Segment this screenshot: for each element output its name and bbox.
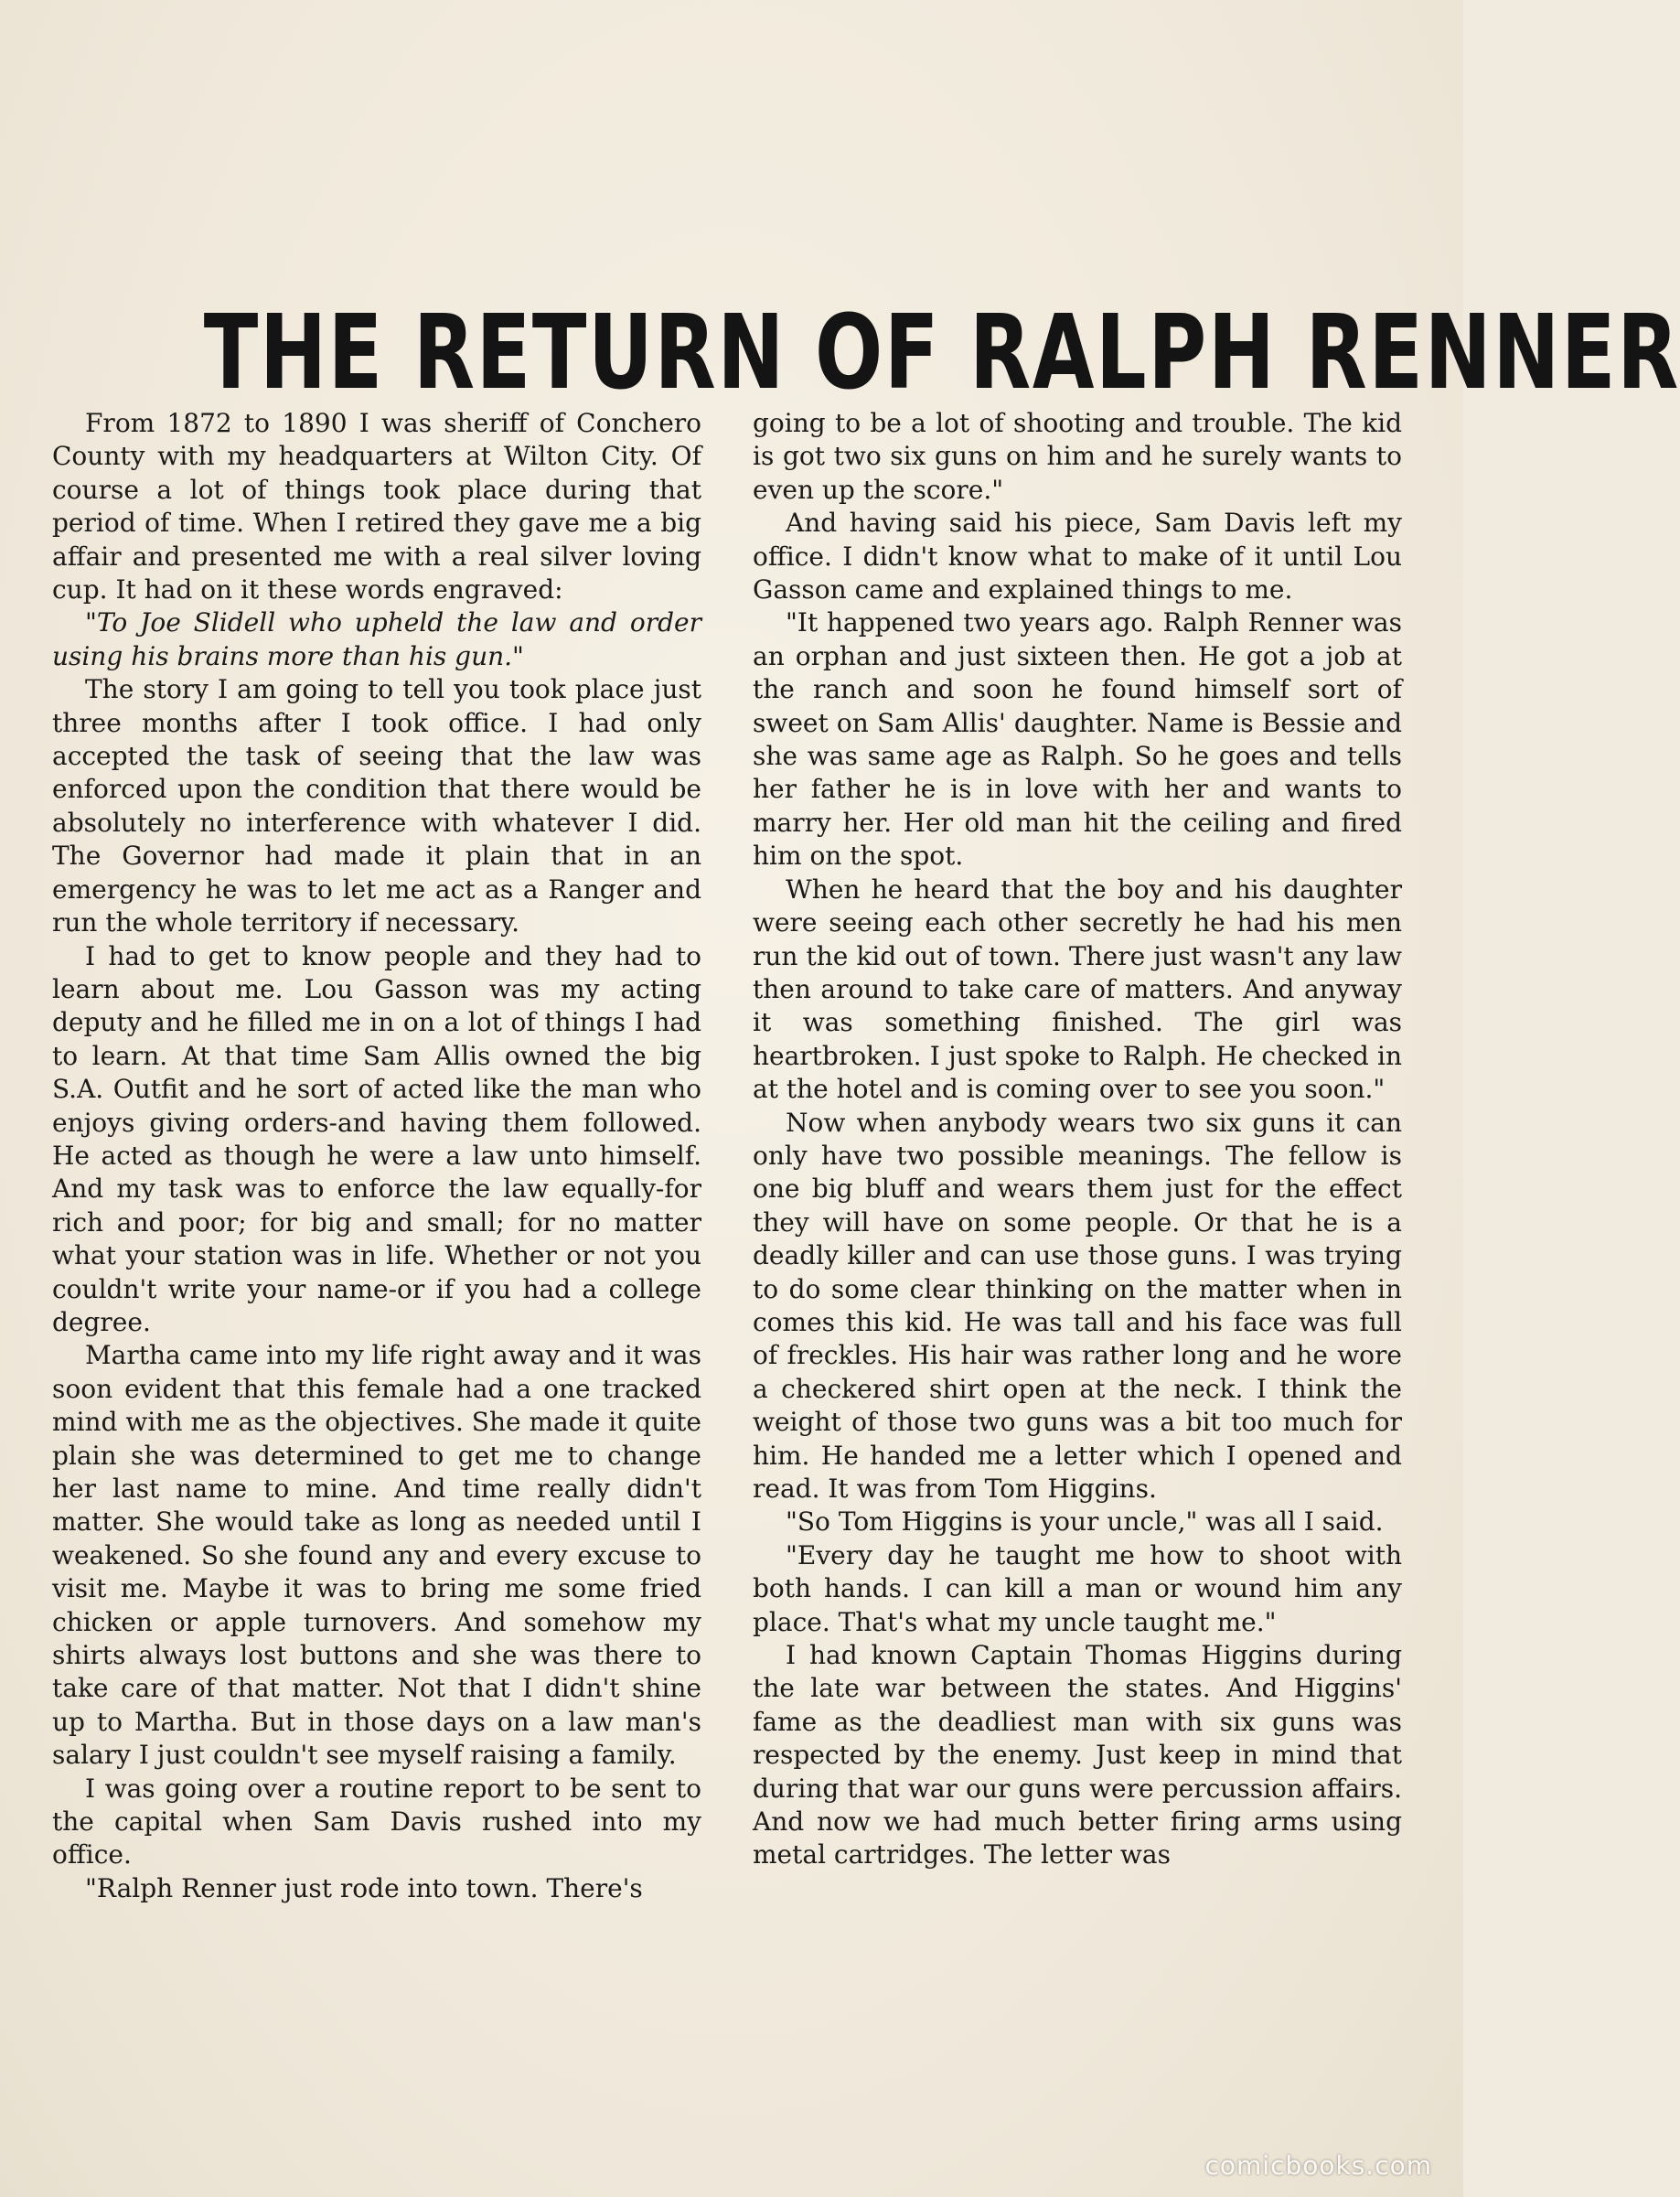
paragraph: Now when anybody wears two six guns it can only have two possible meanings. The fellow is one big bluff and wears them just for the effect they will have on some people. Or that he is a deadly killer and can use those guns. I was trying to do some clear thinking on the matter when in comes this kid. He was tall and his face was full of freckles. His hair was rather long and he wore a checkered shirt open at the neck. I think the weight of those two guns was a bit too much for him. He handed me a letter which I opened and read. It was from Tom Higgins. <box>753 1107 1402 1504</box>
paragraph: When he heard that the boy and his daughter were seeing each other secretly he had his men run the kid out of town. There just wasn't any law then around to take care of matters. And anyway it was something finished. The girl was heartbroken. I just spoke to Ralph. He checked in at the hotel and is coming over to see you soon." <box>753 873 1402 1105</box>
paragraph: "Every day he taught me how to shoot with both hands. I can kill a man or wound him any place. That's what my uncle taught me." <box>753 1539 1402 1637</box>
paragraph: The story I am going to tell you took place just three months after I took office. I had only accepted the task of seeing that the law was enforced upon the condition that there would be absolutely no interference with whatever I did. The Governor had made it plain that in an emergency he was to let me act as a Ranger and run the whole territory if necessary. <box>52 674 701 938</box>
story-title: THE RETURN OF RALPH RENNER <box>203 294 1680 413</box>
paragraph: going to be a lot of shooting and trouble. The kid is got two six guns on him and he surely wants to even up the score." <box>753 408 1402 505</box>
paragraph: I was going over a routine report to be sent to the capital when Sam Davis rushed into my office. <box>52 1773 701 1870</box>
right-column <box>753 407 1402 1872</box>
paragraph: "It happened two years ago. Ralph Renner was an orphan and just sixteen then. He got a job at the ranch and soon he found himself sort of sweet on Sam Allis' daughter. Name is Bessie and she was same age as Ralph. So he goes and tells her father he is in love with her and wants to marry her. Her old man hit the ceiling and fired him on the spot. <box>753 607 1402 872</box>
engraved-quote: "To Joe Slidell who upheld the law and order using his brains more than his gun." <box>52 607 701 671</box>
paragraph: And having said his piece, Sam Davis left my office. I didn't know what to make of it until Lou Gasson came and explained things to me. <box>753 508 1402 606</box>
paragraph: From 1872 to 1890 I was sheriff of Conchero County with my headquarters at Wilton City. Of course a lot of things took place during that period of time. When I retired they gave me a big affair and presented me with a real silver loving cup. It had on it these words engraved: <box>52 408 701 606</box>
paragraph: "Ralph Renner just rode into town. There's <box>85 1872 643 1903</box>
watermark: comicbooks.com <box>1204 2150 1432 2181</box>
paragraph: Martha came into my life right away and it was soon evident that this female had a one tracked mind with me as the objectives. She made it quite plain she was determined to get me to change her last name to mine. And time really didn't matter. She would take as long as needed until I weakened. So she found any and every excuse to visit me. Maybe it was to bring me some fried chicken or apple turnovers. And somehow my shirts always lost buttons and she was there to take care of that matter. Not that I didn't shine up to Martha. But in those days on a law man's salary I just couldn't see myself raising a family. <box>52 1340 701 1771</box>
left-column <box>52 407 701 1905</box>
paragraph: I had to get to know people and they had to learn about me. Lou Gasson was my acting deputy and he filled me in on a lot of things I had to learn. At that time Sam Allis owned the big S.A. Outfit and he sort of acted like the man who enjoys giving orders-and having them followed. He acted as though he were a law unto himself. And my task was to enforce the law equally-for rich and poor; for big and small; for no matter what your station was in life. Whether or not you couldn't write your name-or if you had a college degree. <box>52 940 701 1337</box>
paragraph: "So Tom Higgins is your uncle," was all I said. <box>786 1506 1384 1538</box>
paragraph: I had known Captain Thomas Higgins during the late war between the states. And Higgins' fame as the deadliest man with six guns was respected by the enemy. Just keep in mind that during that war our guns were percussion affairs. And now we had much better firing arms using metal cartridges. The letter was <box>753 1640 1402 1870</box>
